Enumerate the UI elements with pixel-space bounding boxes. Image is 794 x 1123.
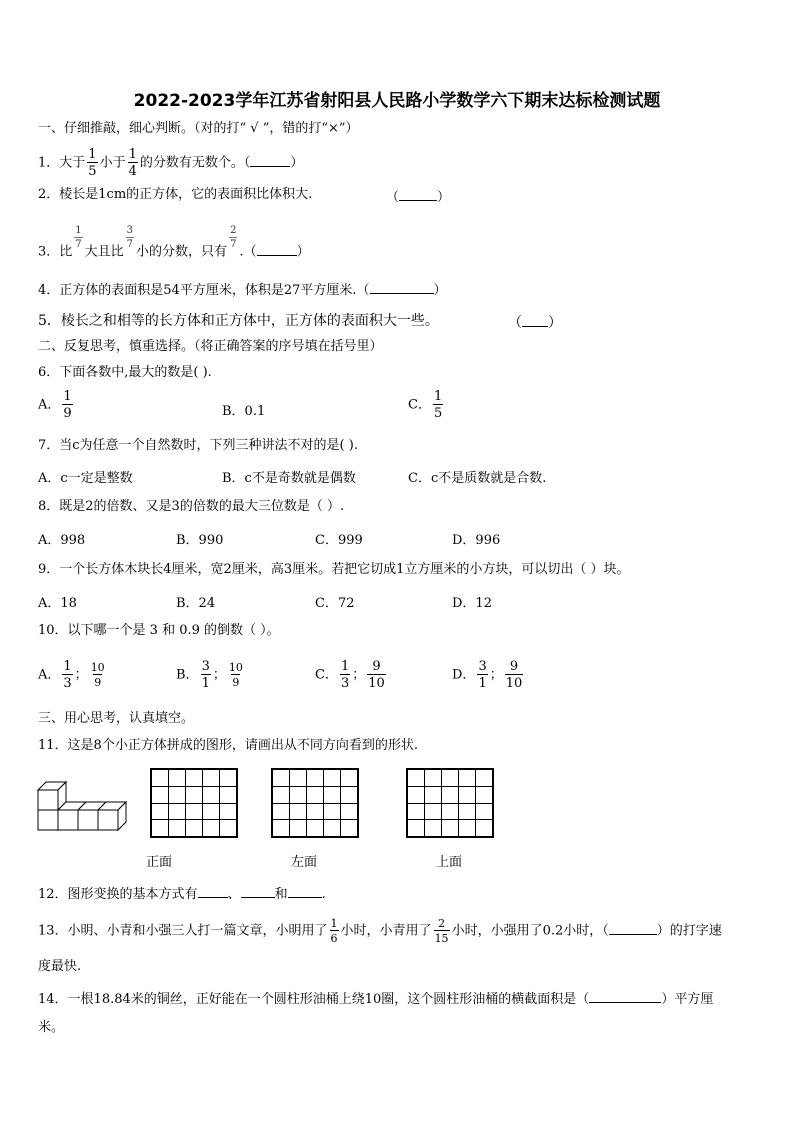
left-view-caption: 左面 [291, 855, 318, 870]
q3-fraction-1 [74, 226, 82, 250]
q6-a-num: 1 [63, 389, 72, 404]
question-10: 10．以下哪一个是 3 和 0.9 的倒数（ ）。 [38, 623, 280, 638]
q3-answer-blank[interactable] [257, 242, 297, 256]
q6-option-c[interactable] [408, 390, 445, 420]
q3-fraction-2 [126, 226, 134, 250]
q4-answer-blank[interactable] [370, 280, 434, 294]
q13-answer-blank[interactable] [609, 921, 657, 935]
q3-end: ） [296, 244, 310, 260]
q3-f3-num: 2 [230, 225, 237, 236]
q4-text: 4．正方体的表面积是54平方厘米，体积是27平方厘米.（ [38, 283, 370, 298]
q1-f2-den: 4 [128, 164, 137, 179]
q3-post: .（ [239, 244, 257, 260]
q4-end: ） [433, 283, 447, 298]
question-7: 7．当c为任意一个自然数时，下列三种讲法不对的是( ). [38, 438, 358, 453]
q6-a-den: 9 [63, 406, 72, 421]
top-view-caption: 上面 [436, 855, 463, 870]
q10-d-sep: ； [489, 667, 503, 683]
q1-pre: 1．大于 [38, 155, 86, 171]
left-view-grid[interactable] [271, 768, 359, 838]
q10-c1-den: 3 [340, 676, 350, 691]
q3-f2-num: 3 [126, 225, 134, 236]
q10-c-sep: ； [352, 667, 366, 683]
q6-c-den: 5 [433, 406, 443, 421]
front-view-grid[interactable] [150, 768, 238, 838]
q6-a-label: A． [38, 397, 61, 413]
q7-option-c[interactable]: C．c不是质数就是合数. [408, 471, 547, 486]
q3-f1-den: 7 [75, 239, 82, 250]
q3-f2-den: 7 [126, 239, 134, 250]
q10-a2-den: 9 [94, 676, 102, 689]
q1-mid: 小于 [99, 155, 126, 171]
q14-answer-blank[interactable] [589, 989, 661, 1003]
q9-option-b[interactable]: B．24 [176, 596, 216, 611]
question-14 [38, 989, 713, 1009]
section1-heading: 一、仔细推敲，细心判断。（对的打“ √ ”，错的打“×”） [38, 121, 359, 136]
q2-answer-blank[interactable] [399, 187, 437, 201]
q3-mid2: 小的分数，只有 [136, 244, 228, 260]
q10-d2-den: 10 [505, 676, 523, 691]
q5-end: ） [548, 315, 562, 331]
q7-option-a[interactable]: A．c一定是整数 [38, 471, 133, 486]
q10-a-label: A． [38, 667, 61, 683]
question-6: 6．下面各数中,最大的数是( ). [38, 365, 212, 380]
q10-b2-num: 10 [228, 661, 243, 674]
question-9: 9．一个长方体木块长4厘米，宽2厘米，高3厘米。若把它切成1立方厘米的小方块，可以切出（ ）块。 [38, 562, 630, 577]
q12-pre: 12．图形变换的基本方式有 [38, 887, 198, 902]
q1-fraction-2 [128, 148, 138, 178]
question-14-line2: 米。 [38, 1020, 65, 1035]
q10-b1-num: 3 [201, 659, 210, 674]
q10-c2-num: 9 [372, 659, 381, 674]
question-3 [38, 225, 310, 264]
q10-d1-den: 1 [478, 676, 487, 691]
q8-option-b[interactable]: B．990 [176, 533, 224, 548]
question-11: 11．这是8个小正方体拼成的图形，请画出从不同方向看到的形状. [38, 738, 418, 753]
q10-b-frac2 [228, 662, 244, 688]
q10-a-frac2 [90, 662, 106, 688]
q6-c-fraction [433, 390, 443, 420]
q1-end: ） [290, 155, 304, 171]
q12-blank-1[interactable] [198, 884, 228, 898]
q1-f2-num: 1 [128, 147, 137, 162]
q1-f1-num: 1 [88, 147, 97, 162]
q13-pre: 13．小明、小青和小强三人打一篇文章，小明用了 [38, 923, 328, 939]
q10-option-b[interactable] [176, 660, 246, 690]
q10-b2-den: 9 [232, 676, 240, 689]
q13-mid2: 小时，小强用了0.2小时，（ [451, 923, 609, 939]
q10-a1-den: 3 [63, 676, 72, 691]
q10-b-label: B． [176, 667, 199, 683]
q13-mid1: 小时，小青用了 [340, 923, 432, 939]
q10-d1-num: 3 [478, 659, 487, 674]
question-2 [38, 186, 312, 204]
q2-close: ） [437, 190, 451, 205]
q1-post: 的分数有无数个。（ [139, 155, 251, 171]
q10-b-sep: ； [212, 667, 226, 683]
q3-pre: 3．比 [38, 244, 73, 260]
q2-text: 2．棱长是1cm的正方体，它的表面积比体积大. [38, 187, 313, 202]
q10-c-frac2 [367, 660, 386, 690]
q6-c-label: C． [408, 397, 431, 413]
q14-end: ）平方厘 [661, 992, 714, 1007]
question-4 [38, 280, 447, 300]
q10-a1-num: 1 [63, 659, 72, 674]
question-5 [38, 312, 439, 330]
q8-option-d[interactable]: D．996 [452, 533, 501, 548]
q8-option-c[interactable]: C．999 [315, 533, 363, 548]
q10-c1-num: 1 [340, 659, 350, 674]
question-1 [38, 148, 303, 178]
q10-d-frac2 [505, 660, 524, 690]
q12-blank-3[interactable] [288, 884, 322, 898]
q13-f1-num: 1 [330, 917, 338, 930]
q2-answer [386, 186, 450, 205]
q5-text: 5．棱长之和相等的长方体和正方体中，正方体的表面积大一些。 [38, 313, 439, 329]
q10-d-label: D． [452, 667, 476, 683]
q3-f3-den: 7 [230, 239, 237, 250]
question-12 [38, 884, 326, 904]
q3-f1-num: 1 [75, 225, 82, 236]
q9-option-a[interactable]: A．18 [38, 596, 77, 611]
q8-option-a[interactable]: A．998 [38, 533, 86, 548]
q13-fraction-2 [434, 918, 450, 944]
q6-a-fraction [62, 390, 72, 420]
q1-fraction-1 [87, 148, 97, 178]
q3-mid1: 大且比 [84, 244, 124, 260]
q14-text: 14．一根18.84米的铜丝，正好能在一个圆柱形油桶上绕10圈，这个圆柱形油桶的横截面积是（ [38, 992, 590, 1007]
q10-a-frac1 [62, 660, 72, 690]
q13-f2-num: 2 [438, 917, 446, 930]
q12-sep: 、 [227, 887, 241, 902]
page-title: 2022-2023学年江苏省射阳县人民路小学数学六下期末达标检测试题 [133, 91, 661, 111]
front-view-caption: 正面 [146, 855, 173, 870]
q10-a2-num: 10 [90, 661, 105, 674]
question-13 [38, 918, 722, 944]
q10-b-frac1 [201, 660, 211, 690]
q10-c2-den: 10 [368, 676, 385, 691]
cube-stack-figure [36, 776, 132, 832]
q10-b1-den: 1 [201, 676, 210, 691]
question-13-line2: 度最快. [38, 959, 82, 974]
q1-f1-den: 5 [88, 164, 97, 179]
q9-option-d[interactable]: D．12 [452, 596, 492, 611]
q10-option-a[interactable] [38, 660, 108, 690]
q10-option-c[interactable] [315, 660, 388, 690]
q9-option-c[interactable]: C．72 [315, 596, 355, 611]
top-view-grid[interactable] [406, 768, 494, 838]
q12-blank-2[interactable] [241, 884, 275, 898]
q6-c-num: 1 [433, 389, 443, 404]
q10-d2-num: 9 [509, 659, 519, 674]
q3-fraction-3 [229, 226, 237, 250]
q10-c-label: C． [315, 667, 338, 683]
q5-answer [508, 312, 562, 332]
q7-option-b[interactable]: B．c不是奇数就是偶数 [222, 471, 356, 486]
q10-d-frac1 [477, 660, 487, 690]
q13-f1-den: 6 [330, 932, 338, 945]
q12-and: 和 [274, 887, 288, 902]
question-8: 8．既是2的倍数、又是3的倍数的最大三位数是（ ）. [38, 499, 345, 514]
q13-end: ）的打字速 [656, 923, 722, 939]
q1-answer-blank[interactable] [250, 153, 290, 167]
q5-open: （ [508, 315, 522, 331]
q10-c-frac1 [340, 660, 350, 690]
q12-end: . [321, 887, 326, 902]
q10-a-sep: ； [74, 667, 88, 683]
q10-option-d[interactable] [452, 660, 525, 690]
q5-answer-blank[interactable] [522, 313, 548, 327]
q2-open: （ [386, 190, 400, 205]
section3-heading: 三、用心思考，认真填空。 [38, 711, 195, 726]
q13-fraction-1 [330, 918, 339, 944]
q13-f2-den: 15 [434, 932, 449, 945]
section2-heading: 二、反复思考，慎重选择。（将正确答案的序号填在括号里） [38, 339, 383, 354]
q6-option-a[interactable] [38, 390, 75, 420]
q6-option-b[interactable]: B．0.1 [222, 404, 266, 419]
